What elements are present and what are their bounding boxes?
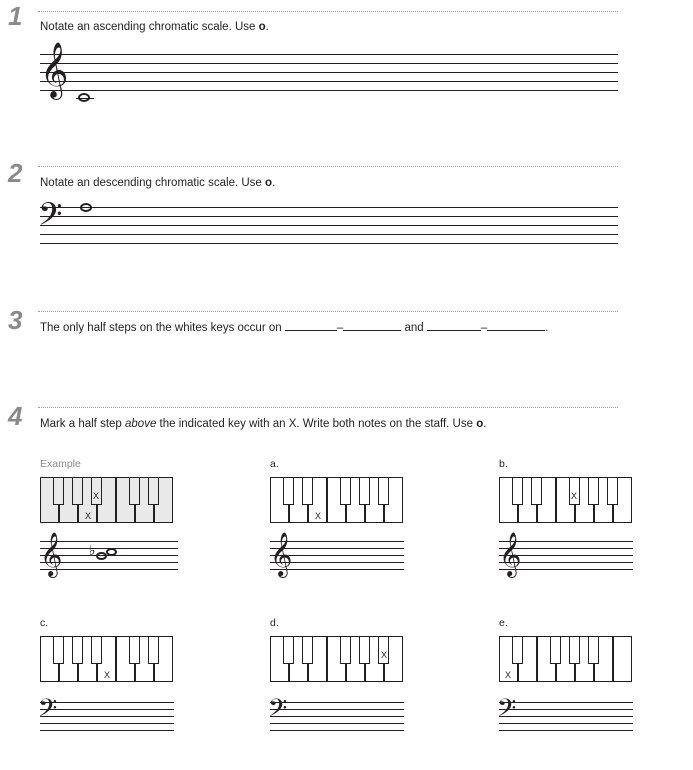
whole-note-icon [80,203,92,212]
exercise-label-example: Example [40,458,81,470]
keyboard-c[interactable] [40,636,174,684]
question-number-1: 1 [8,1,23,31]
prompt-text: Notate an ascending chromatic scale. Use [40,21,256,33]
staff-b[interactable] [499,532,633,576]
question-number-3: 3 [8,305,23,335]
mark-x: X [505,670,512,680]
mark-x: X [85,511,92,521]
exercise-label-e: e. [499,617,508,629]
exercise-label-c: c. [40,617,49,629]
mark-x: X [381,650,388,660]
whole-note-icon [106,548,117,556]
staff-example[interactable] [40,532,178,576]
keyboard-e[interactable] [499,636,633,684]
staff-e[interactable] [497,694,633,734]
prompt-text: Mark a half step [40,418,126,430]
divider [38,166,618,167]
question-2-prompt: Notate an descending chromatic scale. Use o. [40,177,276,189]
flat-icon: ♭ [89,543,96,559]
keyboard-b[interactable] [499,477,633,525]
question-1-prompt: Notate an ascending chromatic scale. Use o. [40,21,269,33]
whole-note-icon: o [258,21,266,33]
conjunction-text: and [404,322,424,334]
staff-c[interactable] [38,694,174,734]
exercise-label-d: d. [270,617,279,629]
mark-x: X [93,491,100,501]
question-4-prompt: Mark a half step above the indicated key with an X. Write both notes on the staff. Use o. [40,418,487,430]
treble-clef-icon: 𝄞 [499,532,522,576]
emphasis-text: above [125,418,157,430]
keyboard-example[interactable] [40,477,174,525]
mark-x: X [315,511,322,521]
answer-blank-1a[interactable] [285,320,337,331]
whole-note-icon: o [476,418,484,430]
period: . [545,322,549,334]
dash: – [480,322,488,334]
dash: – [336,322,344,334]
answer-blank-1b[interactable] [343,320,401,331]
mark-x: X [571,491,578,501]
whole-note-icon: o [265,177,273,189]
bass-clef-icon: 𝄢 [38,694,58,729]
prompt-text: The only half steps on the whites keys occur on [40,322,282,334]
divider [38,311,618,312]
bass-clef-icon: 𝄢 [497,694,517,729]
treble-clef-icon: 𝄞 [40,42,69,98]
keyboard-a[interactable] [270,477,404,525]
mark-x: X [104,670,111,680]
question-number-2: 2 [8,158,23,188]
bass-clef-icon: 𝄢 [268,694,288,729]
treble-clef-icon: 𝄞 [270,532,293,576]
treble-clef-icon: 𝄞 [40,532,63,576]
answer-blank-2a[interactable] [427,320,481,331]
staff-question-1[interactable] [40,42,618,98]
question-number-4: 4 [8,401,23,431]
question-3-prompt [40,320,548,335]
divider [38,11,618,12]
whole-note-icon [78,93,90,102]
keyboard-d[interactable] [270,636,404,684]
answer-blank-2b[interactable] [487,320,545,331]
bass-clef-icon: 𝄢 [38,196,63,240]
exercise-label-b: b. [499,458,508,470]
staff-d[interactable] [268,694,404,734]
staff-question-2[interactable] [38,196,618,247]
staff-a[interactable] [270,532,404,576]
prompt-text: Notate an descending chromatic scale. Use [40,177,262,189]
prompt-text: the indicated key with an X. Write both notes on the staff. Use [156,418,474,430]
divider [38,407,618,408]
exercise-label-a: a. [270,458,279,470]
